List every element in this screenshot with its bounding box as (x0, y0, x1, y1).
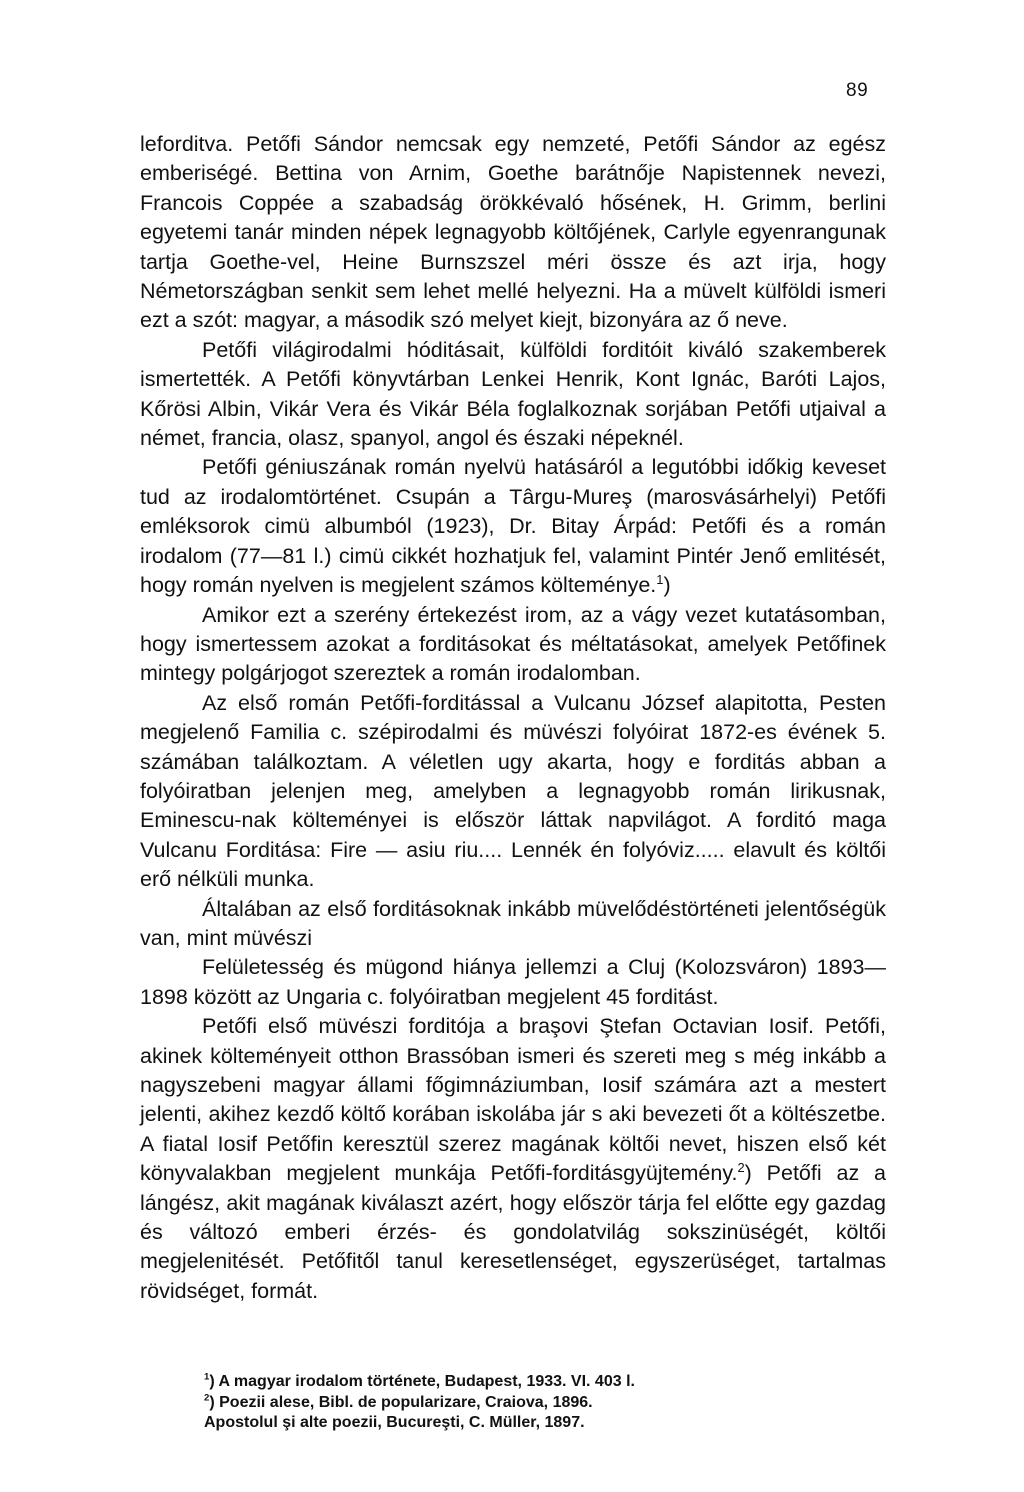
paragraph-4 (140, 601, 886, 689)
footnote-marker: 1 (204, 1371, 210, 1383)
paragraph-text: Petőfi géniuszának román nyelvü hatásáról a legutóbbi időkig keveset tud az irodalomtörténet. Csupán a Târgu-Mureş (marosvásárhelyi) Petőfi emléksorok cimü albumból (1923), Dr. Bitay Árpád: Petőfi és a román irodalom (77—81 l.) cimü cikkét hozhatjuk fel, valamint Pintér Jenő emlitését, hogy román nyelven is megjelent számos költeménye. (140, 455, 886, 598)
footnote-text: ) A magyar irodalom története, Budapest, 1933. VI. 403 l. (209, 1373, 635, 1390)
footnotes (204, 1372, 904, 1434)
paragraph-text: leforditva. Petőfi Sándor nemcsak egy nemzeté, Petőfi Sándor az egész emberiségé. Bettina von Arnim, Goethe barátnője Napistennek nevezi, Francois Coppée a szabadság örökkévaló hősének, H. Grimm, berlini egyetemi tanár minden népek legnagyobb költőjének, Carlyle egyenrangunak tartja Goethe-vel, Heine Burnszszel méri össze és azt irja, hogy Németországban senkit sem lehet mellé helyezni. Ha a müvelt külföldi ismeri ezt a szót: magyar, a második szó melyet kiejt, bizonyára az ő neve. (140, 132, 886, 333)
paragraph-5 (140, 689, 886, 895)
footnote-marker: 2 (204, 1392, 210, 1404)
paragraph-text: Felületesség és mügond hiánya jellemzi a Cluj (Kolozsváron) 1893—1898 között az Ungaria c. folyóiratban megjelent 45 forditást. (140, 955, 886, 1009)
paragraph-2 (140, 336, 886, 454)
footnote-text: ) Poezii alese, Bibl. de popularizare, Craiova, 1896. (209, 1393, 593, 1411)
page-number: 89 (846, 80, 869, 101)
footnote-reference: 1 (656, 571, 664, 587)
paragraph-6 (140, 895, 886, 954)
footnote-reference: 2 (737, 1160, 745, 1176)
body-text (140, 130, 886, 1306)
paragraph-text: Petőfi világirodalmi hóditásait, külföldi forditóit kiváló szakemberek ismertették. A Petőfi könyvtárban Lenkei Henrik, Kont Ignác, Baróti Lajos, Kőrösi Albin, Vikár Vera és Vikár Béla foglalkoznak sorjában Petőfi utjaival a német, francia, olasz, spanyol, angol és északi népeknél. (140, 337, 886, 451)
paragraph-text: Amikor ezt a szerény értekezést irom, az a vágy vezet kutatásomban, hogy ismertessem azokat a forditásokat és méltatásokat, amelyek Petőfinek mintegy polgárjogot szereztek a román irodalomban. (140, 602, 886, 686)
paragraph-8 (140, 1012, 886, 1306)
paragraph-text-tail: ) Petőfi az a lángész, akit magának kiválaszt azért, hogy először tárja fel előtte egy gazdag és változó emberi érzés- és gondolatvilág sokszinüségét, költői megjelenitését. Petőfitől tanul keresetlenséget, egyszerüséget, tartalmas rövidséget, formát. (140, 1161, 886, 1303)
paragraph-3 (140, 453, 886, 600)
paragraph-7 (140, 953, 886, 1012)
footnote-text: Apostolul şi alte poezii, Bucureşti, C. Müller, 1897. (204, 1414, 585, 1431)
footnote-2-continued (204, 1413, 904, 1434)
paragraph-text-tail: ) (663, 573, 671, 598)
paragraph-text: Petőfi első müvészi forditója a braşovi Ştefan Octavian Iosif. Petőfi, akinek költeményeit otthon Brassóban ismeri és szereti meg s még inkább a nagyszebeni magyar állami főgimnáziumban, Iosif számára azt a mestert jelenti, akihez kezdő költő korában iskolába jár s aki bevezeti őt a költészetbe. A fiatal Iosif Petőfin keresztül szerez magának költői nevet, hiszen első két könyvalakban megjelent munkája Petőfi-forditásgyüjtemény. (140, 1014, 886, 1186)
paragraph-text: Általában az első forditásoknak inkább müvelődéstörténeti jelentőségük van, mint müvészi (140, 896, 886, 950)
footnote-1 (204, 1372, 904, 1393)
footnote-2 (204, 1393, 904, 1414)
paragraph-1 (140, 130, 886, 336)
paragraph-text: Az első román Petőfi-forditással a Vulcanu József alapitotta, Pesten megjelenő Familia c. szépirodalmi és müvészi folyóirat 1872-es évének 5. számában találkoztam. A véletlen ugy akarta, hogy e forditás abban a folyóiratban jelenjen meg, amelyben a legnagyobb román lirikusnak, Eminescu-nak költeményei is először láttak napvilágot. A forditó maga Vulcanu Forditása: Fire — asiu riu.... Lennék én folyóviz..... elavult és költői erő nélküli munka. (140, 690, 886, 892)
